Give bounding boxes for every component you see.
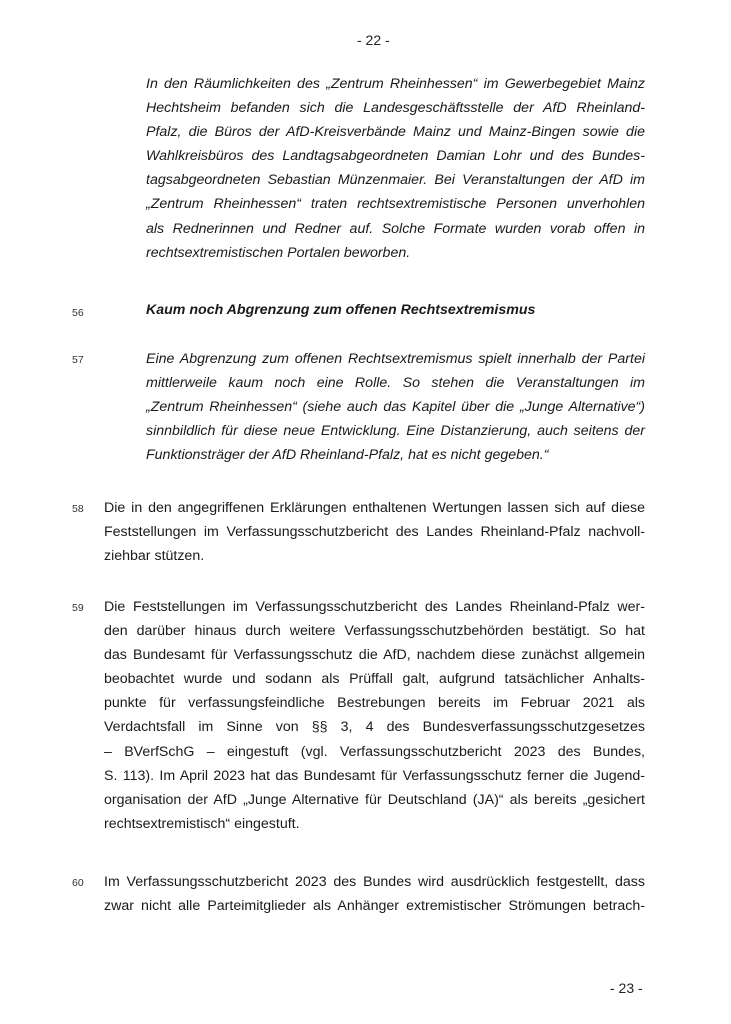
text-line: das Bundesamt für Verfassungsschutz die AfD, nachdem diese zunächst allgemein	[104, 647, 645, 664]
paragraph-number-59: 59	[72, 602, 84, 614]
text-line: „Zentrum Rheinhessen“ traten rechtsextremistische Personen unverhohlen	[146, 196, 645, 213]
text-line: organisation der AfD „Junge Alternative für Deutschland (JA)“ als bereits „gesichert	[104, 791, 645, 808]
paragraph-number-60: 60	[72, 877, 84, 889]
page-number-bottom: - 23 -	[610, 980, 643, 996]
text-line: Im Verfassungsschutzbericht 2023 des Bundes wird ausdrücklich festgestellt, dass	[104, 874, 645, 890]
text-line: Pfalz, die Büros der AfD-Kreisverbände Mainz und Mainz-Bingen sowie die	[146, 124, 645, 141]
paragraph-58-text	[104, 496, 645, 568]
text-line: „Zentrum Rheinhessen“ (siehe auch das Kapitel über die „Junge Alternative“)	[146, 399, 645, 416]
text-line: rechtsextremistisch“ eingestuft.	[104, 815, 300, 832]
text-line: punkte für verfassungsfeindliche Bestrebungen bereits im Februar 2021 als	[104, 695, 645, 712]
page-number-top: - 22 -	[357, 32, 390, 48]
text-line: Hechtsheim befanden sich die Landesgeschäftsstelle der AfD Rheinland-	[146, 100, 645, 117]
section-heading: Kaum noch Abgrenzung zum offenen Rechtsextremismus	[146, 302, 536, 318]
paragraph-57-text	[146, 347, 645, 467]
paragraph-number-56: 56	[72, 307, 84, 319]
paragraph-59-text	[104, 595, 645, 836]
text-line: als Rednerinnen und Redner auf. Solche Formate wurden vorab offen in	[146, 220, 645, 237]
text-line: Die Feststellungen im Verfassungsschutzbericht des Landes Rheinland-Pfalz wer-	[104, 599, 645, 615]
text-line: Funktionsträger der AfD Rheinland-Pfalz, hat es nicht gegeben.“	[146, 447, 549, 464]
quote-intro-block	[146, 72, 645, 265]
text-line: In den Räumlichkeiten des „Zentrum Rheinhessen“ im Gewerbegebiet Mainz	[146, 76, 645, 92]
paragraph-number-58: 58	[72, 503, 84, 515]
text-line: sinnbildlich für diese neue Entwicklung. Eine Distanzierung, auch seitens der	[146, 423, 645, 440]
text-line: den darüber hinaus durch weitere Verfassungsschutzbehörden bestätigt. So hat	[104, 623, 645, 640]
text-line: S. 113). Im April 2023 hat das Bundesamt für Verfassungsschutz ferner die Jugend-	[104, 767, 645, 784]
text-line: mittlerweile kaum noch eine Rolle. So stehen die Veranstaltungen im	[146, 375, 645, 392]
text-line: beobachtet wurde und sodann als Prüffall galt, aufgrund tatsächlicher Anhalts-	[104, 671, 645, 688]
paragraph-number-57: 57	[72, 354, 84, 366]
text-line: Wahlkreisbüros des Landtagsabgeordneten Damian Lohr und des Bundes-	[146, 148, 645, 165]
text-line: zwar nicht alle Parteimitglieder als Anhänger extremistischer Strömungen betrach-	[104, 898, 645, 915]
text-line: Feststellungen im Verfassungsschutzbericht des Landes Rheinland-Pfalz nachvoll-	[104, 524, 645, 541]
text-line: Eine Abgrenzung zum offenen Rechtsextremismus spielt innerhalb der Partei	[146, 351, 645, 367]
text-line: rechtsextremistischen Portalen beworben.	[146, 244, 411, 261]
text-line: Die in den angegriffenen Erklärungen enthaltenen Wertungen lassen sich auf diese	[104, 500, 645, 516]
text-line: ziehbar stützen.	[104, 548, 205, 565]
text-line: – BVerfSchG – eingestuft (vgl. Verfassungsschutzbericht 2023 des Bundes,	[104, 743, 645, 760]
text-line: tagsabgeordneten Sebastian Münzenmaier. Bei Veranstaltungen der AfD im	[146, 172, 645, 189]
paragraph-60-text	[104, 870, 645, 918]
text-line: Verdachtsfall im Sinne von §§ 3, 4 des Bundesverfassungsschutzgesetzes	[104, 719, 645, 736]
